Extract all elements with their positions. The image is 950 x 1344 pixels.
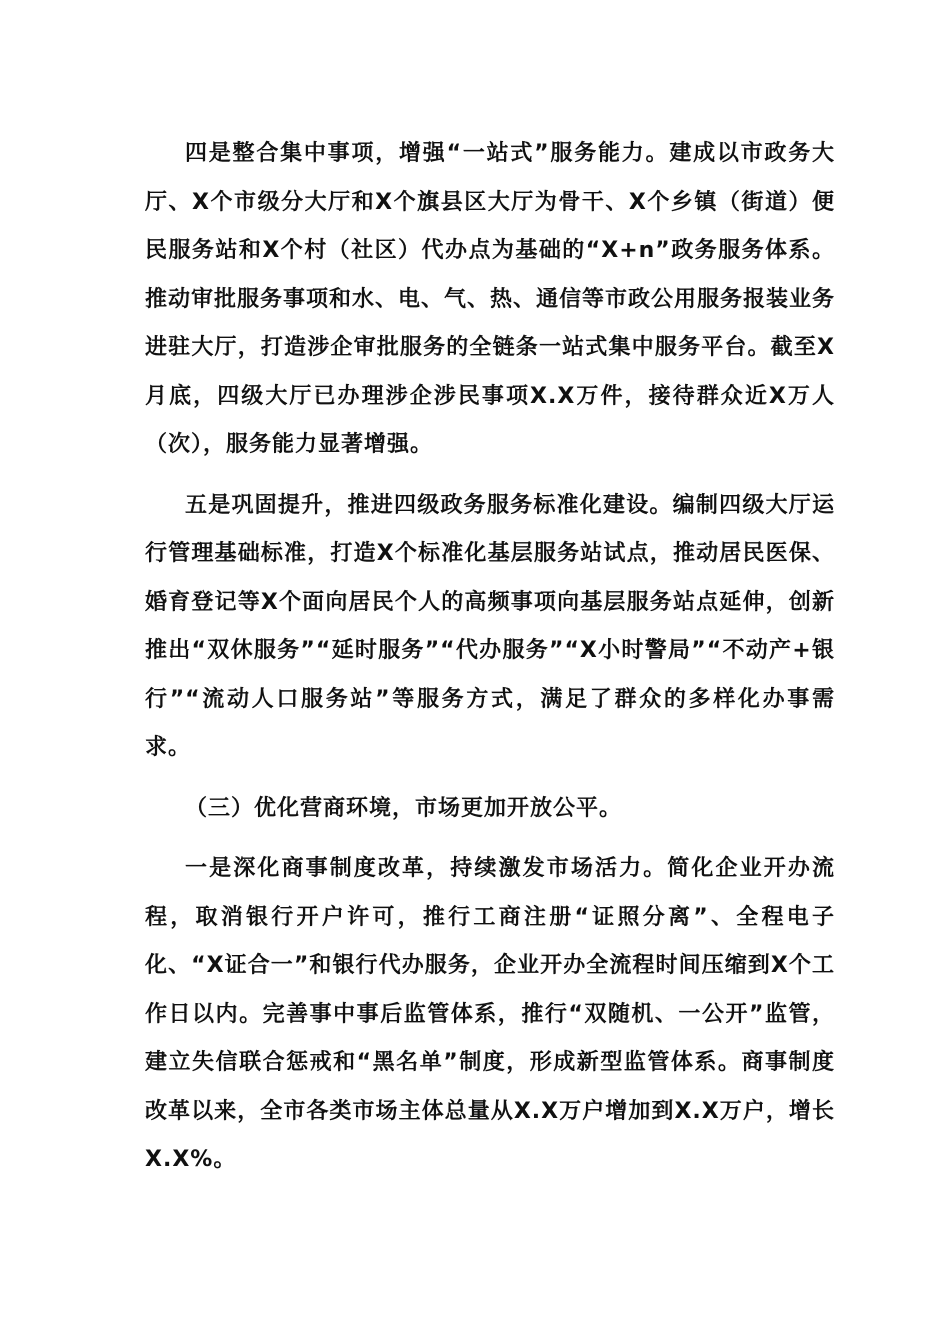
paragraph-one-stop-service: 四是整合集中事项，增强“一站式”服务能力。建成以市政务大厅、X个市级分大厅和X个旗县区大厅为骨干、X个乡镇（街道）便民服务站和X个村（社区）代办点为基础的“X+n”政务服务体系。推动审批服务事项和水、电、气、热、通信等市政公用服务报装业务进驻大厅，打造涉企审批服务的全链条一站式集中服务平台。截至X月底，四级大厅已办理涉企涉民事项X.X万件，接待群众近X万人（次），服务能力显著增强。 [145, 141, 836, 457]
paragraph-commercial-reform: 一是深化商事制度改革，持续激发市场活力。简化企业开办流程，取消银行开户许可，推行工商注册“证照分离”、全程电子化、“X证合一”和银行代办服务，企业开办全流程时间压缩到X个工作日以内。完善事中事后监管体系，推行“双随机、一公开”监管，建立失信联合惩戒和“黑名单”制度，形成新型监管体系。商事制度改革以来，全市各类市场主体总量从X.X万户增加到X.X万户，增长X.X%。 [145, 856, 835, 1172]
paragraph-standardization: 五是巩固提升，推进四级政务服务标准化建设。编制四级大厅运行管理基础标准，打造X个标准化基层服务站试点，推动居民医保、婚育登记等X个面向居民个人的高频事项向基层服务站点延伸，创新推出“双休服务”“延时服务”“代办服务”“X小时警局”“不动产+银行”“流动人口服务站”等服务方式，满足了群众的多样化办事需求。 [145, 492, 835, 760]
paragraph-gap [145, 773, 835, 785]
section-heading-business-environment: （三）优化营商环境，市场更加开放公平。 [185, 795, 623, 821]
paragraph-gap [145, 833, 835, 845]
paragraph-gap [145, 470, 835, 482]
document-body [145, 130, 835, 1185]
